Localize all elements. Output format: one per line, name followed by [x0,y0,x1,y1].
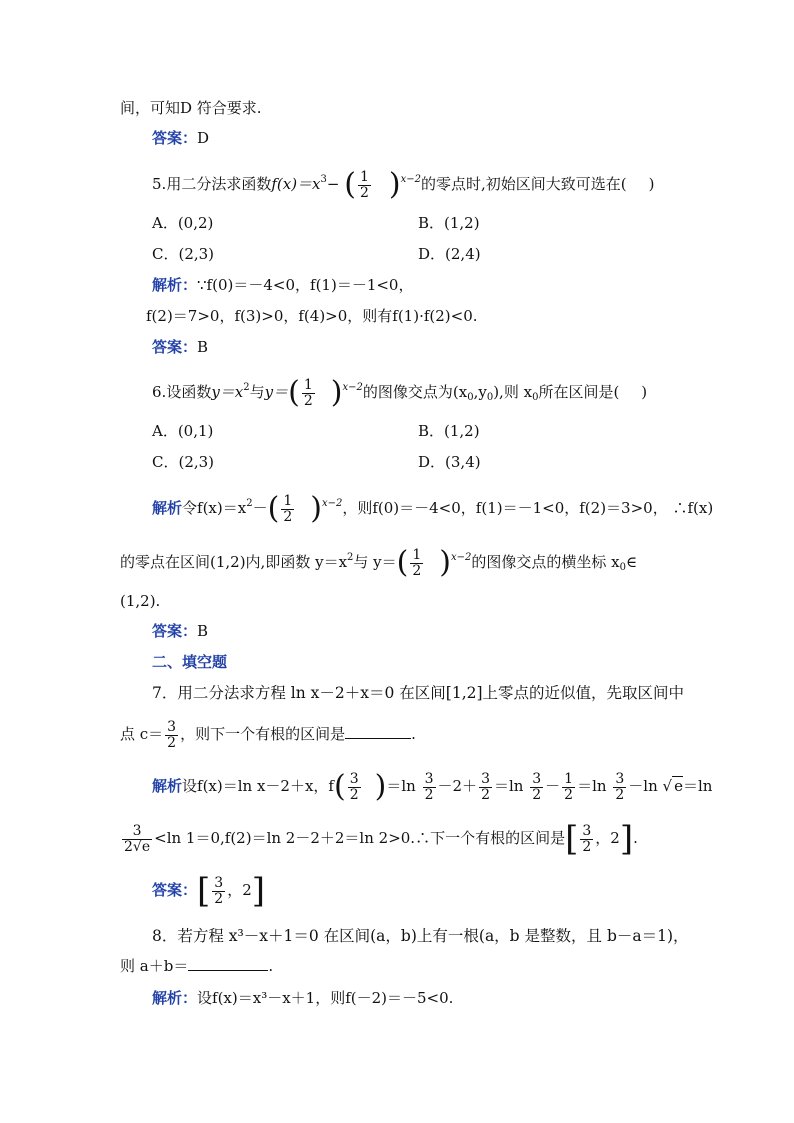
answer-label: 答案： [152,623,198,640]
q7-stem-1: 7．用二分法求方程 ln x－2＋x＝0 在区间[1,2]上零点的近似值，先取区间中 [152,684,685,702]
fraction: $\frac{3}{2}$ [167,718,177,751]
fraction: $\frac{3}{2}$ [349,770,359,803]
answer-blank[interactable] [188,956,268,971]
q7-analysis-1: 解析设f(x)＝ln x－2＋x，f( $\frac{3}{2}$ )＝ln $\frac{3}{2}$ －2＋ $\frac{3}{2}$ ＝ln $\frac{3}{2}$ － $\frac{1}{2}$ ＝ln $\frac{3}{2}$ －ln √ e＝ln [152,769,713,804]
q8-stem-1: 8．若方程 x³－x＋1＝0 在区间(a，b)上有一根(a，b 是整数，且 b－a＝1)， [152,927,689,945]
answer-value: B [197,338,209,356]
fraction: $\frac{3}{2}$ [214,874,224,907]
q7-answer: 答案：[ $\frac{3}{2}$ ，2] [152,871,266,911]
answer-value: D [197,129,210,147]
answer-label: 答案： [152,882,198,899]
answer-label: 答案： [152,130,198,147]
q7-stem-2: 点 c＝ $\frac{3}{2}$ ，则下一个有根的区间是 . [120,718,416,751]
fraction: $\frac{1}{2}$ [564,770,574,803]
q8-stem-2: 则 a＋b＝ . [120,957,274,975]
fraction: $\frac{3}{2}$ [582,822,592,855]
q5-analysis-1: 解析：∵f(0)＝－4<0，f(1)＝－1<0， [152,276,414,294]
fraction: $\frac{1}{2}$ [303,376,313,409]
q8-analysis: 解析：设f(x)＝x³－x＋1，则f(－2)＝－5<0. [152,989,454,1007]
q5-option-d: D．(2,4) [418,245,481,263]
q5-analysis-2: f(2)＝7>0，f(3)>0，f(4)>0，则有f(1)·f(2)<0. [146,307,478,325]
q6-option-c: C．(2,3) [152,453,215,471]
fraction: $\frac{1}{2}$ [283,492,293,525]
answer-value: B [197,622,209,640]
q6-option-b: B．(1,2) [418,422,480,440]
sqrt-sign: √ [662,777,673,795]
analysis-label: 解析 [152,500,183,517]
fraction: $\frac{3}{2}$ [615,770,625,803]
q6-analysis-2: 的零点在区间(1,2)内,即函数 $y=x^2$与 y＝( $\frac{1}{2}$ )$^{x-2}$的图像交点的横坐标 $x_0\in$ [120,545,638,580]
fraction: $\frac{1}{2}$ [412,546,422,579]
analysis-label: 解析： [152,277,198,294]
fraction: $\frac{3}{2}$ [424,770,434,803]
section-title: 二、填空题 [152,654,228,671]
analysis-label: 解析 [152,778,183,795]
q5-option-b: B．(1,2) [418,214,480,232]
q6-option-a: A．(0,1) [152,422,214,440]
analysis-label: 解析： [152,990,198,1007]
q6-analysis-3: (1,2). [120,592,161,610]
q5-stem: 5.用二分法求函数$f(x)=x^3-$ ( $\frac{1}{2}$ )$^{x-2}$的零点时,初始区间大致可选在( ) [152,167,655,202]
q6-answer [152,621,208,642]
q6-option-d: D．(3,4) [418,453,481,471]
q5-option-c: C．(2,3) [152,245,215,263]
answer-label: 答案： [152,339,198,356]
prev-tail: 间，可知D 符合要求. [120,99,262,117]
fraction: $\frac{1}{2}$ [359,168,369,201]
fraction: $\frac{3}{2}$ [481,770,490,803]
q7-analysis-2: $\frac{3}{2√e}$ <ln 1＝0,f(2)＝ln 2－2＋2＝ln 2>0.∴下一个有根的区间是[ $\frac{3}{2}$ ，2]. [124,819,638,859]
q6-analysis-1: 解析令$f(x)=x^2-$( $\frac{1}{2}$ )$^{x-2}$，则f(0)＝－4<0，f(1)＝－1<0，f(2)＝3>0， ∴f(x) [152,491,714,526]
answer-blank[interactable] [345,724,411,739]
q5-option-a: A．(0,2) [152,214,214,232]
q5-answer [152,337,208,358]
fraction: $\frac{3}{2}$ [532,770,542,803]
fraction: $\frac{3}{2√e}$ [124,822,151,855]
q6-stem: 6.设函数$y=x^2$与y＝( $\frac{1}{2}$ )$^{x-2}$的图像交点为$(x_0,y_0)$,则 $x_0$所在区间是( ) [152,375,648,410]
prev-answer [152,128,209,149]
